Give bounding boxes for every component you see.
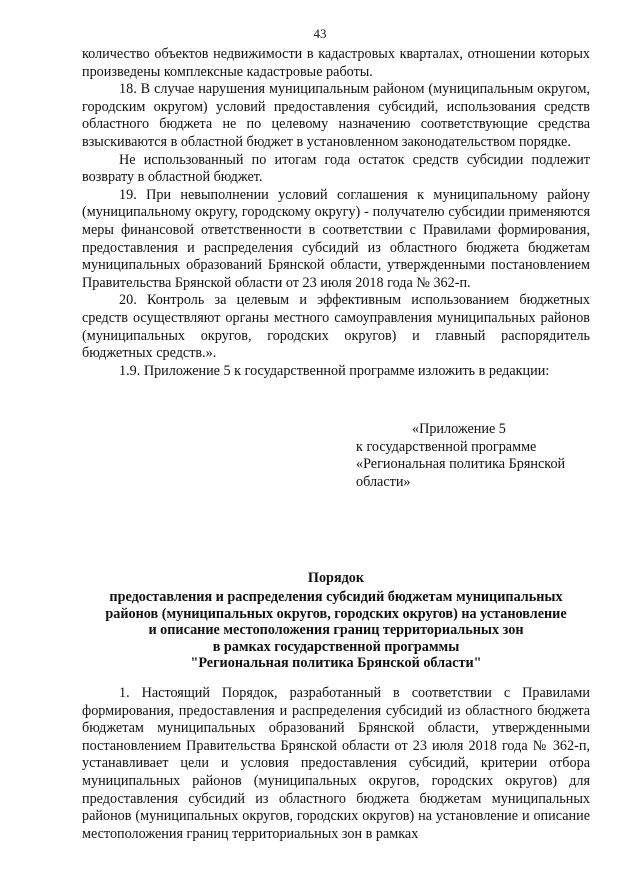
section-heading — [82, 570, 590, 671]
appendix-reference — [356, 421, 592, 491]
paragraph: 1.9. Приложение 5 к государственной программе изложить в редакции: — [119, 362, 550, 379]
paragraph: 19. При невыполнении условий соглашения к муниципальному району (муниципальному округу, городскому округу) - получателю субсидии применяются меры финансовой ответственности в соответствии с Правилами формирования, предоставления и распределения субсидий из областного бюджета бюджетам муниципальных образований Брянской области, утвержденными постановлением Правительства Брянской области от 23 июля 2018 года № 362-п. — [82, 186, 590, 291]
heading-line: районов (муниципальных округов, городских округов) на установление — [105, 605, 567, 622]
appendix-line: области» — [356, 473, 411, 490]
body-text-bottom — [82, 685, 590, 843]
appendix-line: к государственной программе — [356, 438, 537, 455]
paragraph: 20. Контроль за целевым и эффективным использованием бюджетных средств осуществляют органы местного самоуправления муниципальных районов (муниципальных округов, городских округов) и главный распорядитель бюджетных средств.». — [82, 292, 590, 362]
heading-line: "Региональная политика Брянской области" — [190, 655, 482, 672]
paragraph: Не использованный по итогам года остаток средств субсидии подлежит возврату в областной бюджет. — [82, 151, 590, 186]
heading-line: в рамках государственной программы — [212, 638, 460, 655]
paragraph: количество объектов недвижимости в кадастровых кварталах, отношении которых произведены комплексные кадастровые работы. — [82, 46, 590, 80]
paragraph: 18. В случае нарушения муниципальным районом (муниципальным округом, городским округом) условий предоставления субсидий, использования средств областного бюджета не по целевому назначению соответствующие средства взыскиваются в областной бюджет в установленном законодательством порядке. — [82, 81, 590, 150]
heading-title: Порядок — [307, 570, 365, 586]
appendix-line: «Региональная политика Брянской — [356, 456, 566, 473]
page-number: 43 — [313, 26, 327, 41]
heading-line: предоставления и распределения субсидий бюджетам муниципальных — [109, 589, 563, 606]
body-text-top — [82, 46, 590, 380]
paragraph: 1. Настоящий Порядок, разработанный в соответствии с Правилами формирования, предоставления и распределения субсидий из областного бюджета бюджетам муниципальных образований Брянской области, утвержденными постановлением Правительства Брянской области от 23 июля 2018 года № 362-п, устанавливает цели и условия предоставления субсидий, критерии отбора муниципальных районов (муниципальных округов, городских округов) для предоставления субсидий из областного бюджета бюджетам муниципальных районов (муниципальных округов, городских округов) на установление и описание местоположения границ территориальных зон в рамках — [82, 685, 590, 842]
heading-line: и описание местоположения границ территориальных зон — [148, 622, 524, 639]
appendix-line: «Приложение 5 — [412, 421, 506, 437]
